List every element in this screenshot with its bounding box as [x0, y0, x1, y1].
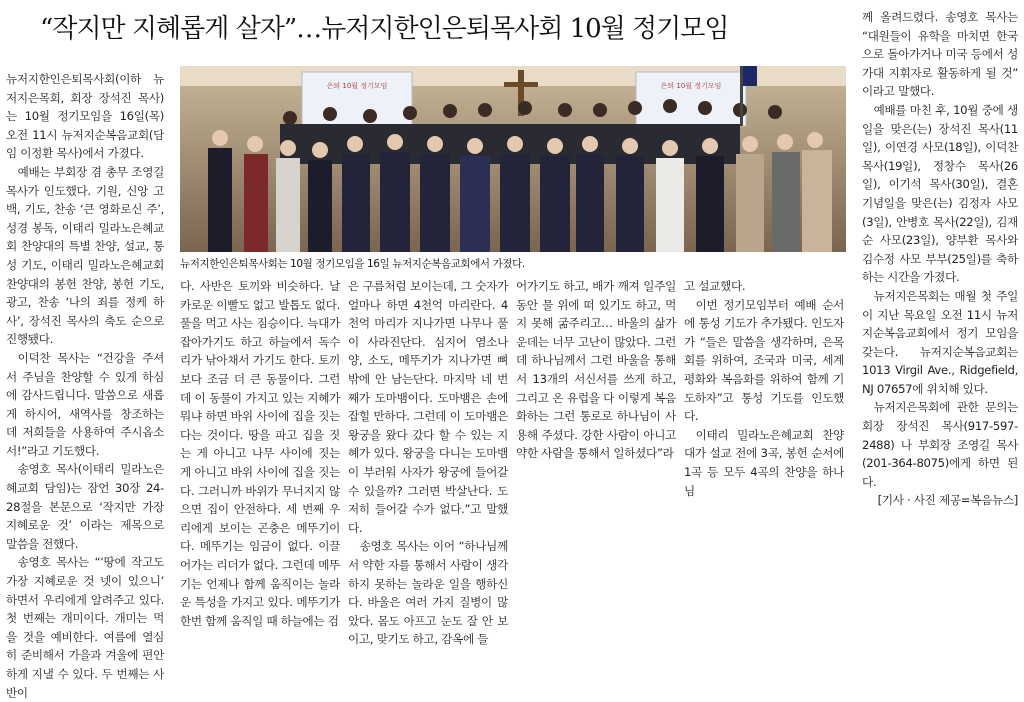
paragraph: 다. 사반은 토끼와 비슷하다. 날카로운 이빨도 없고 발톱도 없다. 풀을 먹고 사는 짐승이다. 늑대가 잡아가기도 하고 하늘에서 독수리가 낚아채서 가기도 한다. 토끼보다 조금 더 큰 동물이다. 그런데 이 동물이 가지고 있는 지혜가 뭐냐 하면 바위 사이에 집을 짓는다는 것이다. 땅을 파고 집을 짓는 게 아니고 나무 사이에 짓는 게 아니고 바위 사이에 집을 짓는다. 그러니까 바위가 무너지지 않으면 집이 안전하다. 세 번째 우리에게 보이는 곤충은 메뚜기이다. 메뚜기는 임금이 없다. 이끌어가는 리더가 없다. 그런데 메뚜기는 언제나 함께 움직이는 놀라운 특성을 가지고 있다. 메뚜기가 한번 함께 움직일 때 하늘에는 검 [180, 279, 340, 628]
paragraph: 어가기도 하고, 배가 깨져 일주일 동안 물 위에 떠 있기도 하고, 먹지 못해 굶주리고… 바울의 삶가운데는 너무 고난이 많았다. 그런데 하나님께서 그런 바울을 통해서 13개의 서신서를 쓰게 하고, 그리고 온 유럽을 다 이렇게 복음화하는 그런 통로로 하나님이 사용해 주셨다. 강한 사람이 아니고 약한 사람을 통해서 일하셨다”라 [516, 279, 676, 461]
column-5 [684, 277, 844, 500]
group-photo [180, 66, 846, 252]
paragraph: 뉴저지은목회에 관한 문의는 회장 장석진 목사(917-597-2488) 나 부회장 조영길 목사(201-364-8075)에게 하면 된다. [862, 400, 1018, 489]
paragraph: 고 설교했다. [684, 279, 746, 293]
article-credit: [기사 · 사진 제공=복음뉴스] [877, 493, 1018, 508]
paragraph: 송영호 목사는 “‘땅에 작고도 가장 지혜로운 것 넷이 있으니’ 하면서 우리에게 알려주고 있다. 첫 번째는 개미이다. 개미는 먹을 것을 예비한다. 여름에 열심히 준비해서 가을과 겨울에 편안하게 지낼 수 있다. 두 번째는 사반이 [6, 555, 164, 700]
column-3 [348, 277, 508, 649]
column-4 [516, 277, 676, 463]
column-6 [862, 8, 1018, 510]
column-1 [6, 70, 164, 702]
photo-caption: 뉴저지한인은퇴목사회는 10월 정기모임을 16일 뉴저지순복음교회에서 가졌다. [180, 258, 525, 270]
paragraph: 뉴저지한인은퇴목사회(이하 뉴저지은목회, 회장 장석진 목사)는 10월 정기모임을 16일(목) 오전 11시 뉴저지순복음교회(담임 이정환 목사)에서 가졌다. [6, 72, 164, 161]
paragraph: 송영호 목사(이태리 밀라노은혜교회 담임)는 잠언 30장 24-28절을 본문으로 ‘작지만 가장 지혜로운 것’ 이라는 제목으로 말씀을 전했다. [6, 462, 164, 551]
paragraph: 송영호 목사는 이어 “하나님께서 약한 자를 통해서 사람이 생각하지 못하는 놀라운 일을 행하신다. 바울은 여러 가지 질병이 많았다. 몸도 아프고 눈도 잘 안 보이고, 맞기도 하고, 감옥에 들 [348, 539, 508, 647]
paragraph: 이태리 밀라노은혜교회 찬양대가 설교 전에 3곡, 봉헌 순서에 1곡 등 모두 4곡의 찬양을 하나님 [684, 427, 844, 498]
paragraph: 이덕찬 목사는 “건강을 주셔서 주님을 찬양할 수 있게 하심에 감사드립니다. 말씀으로 새롭게 하시어, 새역사를 창조하는 데 저희들을 사용하여 주시옵소서!”라고 기도했다. [6, 350, 164, 458]
banner-right-text: 은퇴 10월 정기모임 [660, 82, 722, 90]
banner-left-text: 은퇴 10월 정기모임 [326, 82, 388, 90]
article-headline: “작지만 지혜롭게 살자”…뉴저지한인은퇴목사회 10월 정기모임 [40, 14, 729, 44]
column-2 [180, 277, 340, 630]
paragraph: 이번 정기모임부터 예배 순서에 통성 기도가 추가됐다. 인도자가 “들은 말씀을 생각하며, 은목회를 위하여, 조국과 미국, 세계평화와 복음화를 위하여 함께 기도하자”고 통성 기도를 인도했다. [684, 297, 844, 424]
paragraph: 은 구름처럼 보이는데, 그 숫자가 얼마나 하면 4천억 마리란다. 4천억 마리가 지나가면 나무나 풀이 사라진단다. 심지어 염소나 양, 소도, 메뚜기가 지나가면 뼈밖에 안 남는단다. 마지막 네 번째가 도마뱀이다. 도마뱀은 손에 잡힐 만하다. 그런데 이 도마뱀은 왕궁을 왔다 갔다 할 수 있는 지혜가 있다. 왕궁을 다니는 도마뱀이 부러워 사자가 왕궁에 들어갈 수 있을까? 그러면 박살난다. 도저히 들어갈 수가 없다.”고 말했다. [348, 279, 508, 535]
paragraph: 예배는 부회장 겸 총무 조영길 목사가 인도했다. 기원, 신앙 고백, 기도, 찬송 ‘큰 영화로신 주’, 성경 봉독, 이태리 밀라노은혜교회 찬양대의 특별 찬양, 설교, 통성 기도, 이태리 밀라노은혜교회 찬양대의 봉헌 찬양, 봉헌 기도, 광고, 찬송 ‘나의 죄를 정케 하사’, 장석진 목사의 축도 순으로 진행됐다. [6, 164, 164, 347]
paragraph: 뉴저지은목회는 매월 첫 주일이 지난 목요일 오전 11시 뉴저지순복음교회에서 정기 모임을 갖는다. 뉴저지순복음교회는 1013 Virgil Ave., Ridgefield, NJ 07657에 위치해 있다. [862, 288, 1018, 396]
paragraph: 께 올려드렸다. 송영호 목사는 “대원들이 유학을 마치면 한국으로 돌아가거나 미국 등에서 성가대 지휘자로 활동하게 될 것” 이라고 말했다. [862, 10, 1018, 99]
paragraph: 예배를 마친 후, 10월 중에 생일을 맞은(는) 장석진 목사(11일), 이연경 사모(18일), 이덕찬 목사(19일), 정창수 목사(26일), 이기석 목사(30일), 결혼 기념일을 맞은(는) 김정자 사모(3일), 안병호 목사(22일), 김재순 사모(23일), 양부환 목사와 김수정 사모 부부(25일)를 축하하는 시간을 가졌다. [862, 102, 1018, 285]
